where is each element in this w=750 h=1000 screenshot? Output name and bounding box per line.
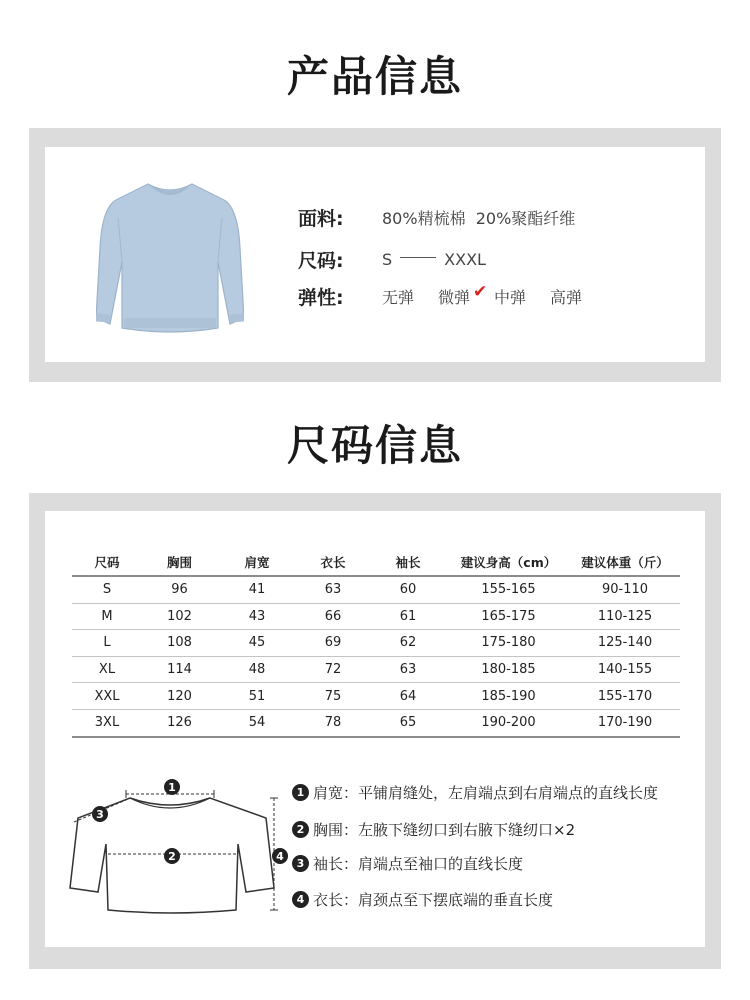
check-mark-icon: ✔ xyxy=(473,281,488,302)
cell-height: 155-165 xyxy=(447,576,570,603)
cell-chest: 120 xyxy=(142,683,217,710)
header-weight: 建议体重（斤） xyxy=(570,549,680,576)
cell-height: 190-200 xyxy=(447,709,570,736)
size-table-header xyxy=(72,549,680,576)
table-row xyxy=(72,603,680,630)
cell-sleeve: 65 xyxy=(369,709,447,736)
size-to: XXXL xyxy=(444,249,486,269)
table-row xyxy=(72,656,680,683)
cell-shoulder: 45 xyxy=(217,630,297,657)
note-length xyxy=(292,888,553,910)
cell-length: 63 xyxy=(297,576,369,603)
note-name: 袖长 xyxy=(313,854,344,873)
header-length: 衣长 xyxy=(297,549,369,576)
note-number-badge: 2 xyxy=(292,821,309,838)
cell-size: 3XL xyxy=(72,709,142,736)
product-info-title: 产品信息 xyxy=(286,52,463,101)
elasticity-option-medium: 中弹 xyxy=(494,287,527,307)
size-range-row xyxy=(298,245,486,273)
cell-shoulder: 48 xyxy=(217,656,297,683)
cell-height: 180-185 xyxy=(447,656,570,683)
cell-length: 72 xyxy=(297,656,369,683)
cell-size: XL xyxy=(72,656,142,683)
table-row xyxy=(72,709,680,736)
elasticity-label: 弹性: xyxy=(298,286,344,309)
header-chest: 胸围 xyxy=(142,549,217,576)
size-range-label: 尺码: xyxy=(298,249,344,272)
table-row xyxy=(72,630,680,657)
elasticity-option-slight xyxy=(438,281,488,308)
cell-weight: 90-110 xyxy=(570,576,680,603)
cell-shoulder: 54 xyxy=(217,709,297,736)
cell-length: 69 xyxy=(297,630,369,657)
cell-chest: 108 xyxy=(142,630,217,657)
table-row xyxy=(72,683,680,710)
elasticity-option-slight-label: 微弹 xyxy=(438,287,471,307)
note-shoulder xyxy=(292,781,658,803)
note-text: ：平铺肩缝处，左肩端点到右肩端点的直线长度 xyxy=(343,783,659,802)
cell-weight: 110-125 xyxy=(570,603,680,630)
diagram-label-2: 2 xyxy=(168,850,176,863)
cell-length: 66 xyxy=(297,603,369,630)
note-text: ：肩端点至袖口的直线长度 xyxy=(343,854,524,873)
sweater-image xyxy=(96,178,244,336)
measurement-diagram xyxy=(68,772,290,922)
size-range-dash xyxy=(400,257,436,258)
cell-chest: 102 xyxy=(142,603,217,630)
cell-sleeve: 61 xyxy=(369,603,447,630)
header-shoulder: 肩宽 xyxy=(217,549,297,576)
cell-sleeve: 60 xyxy=(369,576,447,603)
cell-chest: 126 xyxy=(142,709,217,736)
elasticity-row xyxy=(298,282,582,310)
note-chest xyxy=(292,818,575,840)
material-label: 面料: xyxy=(298,207,344,230)
cell-sleeve: 64 xyxy=(369,683,447,710)
size-from: S xyxy=(382,249,393,269)
size-info-title: 尺码信息 xyxy=(286,421,463,470)
cell-size: XXL xyxy=(72,683,142,710)
cell-length: 75 xyxy=(297,683,369,710)
note-text: ：左腋下缝纫口到右腋下缝纫口×2 xyxy=(343,820,576,839)
diagram-label-4: 4 xyxy=(276,850,284,863)
cell-size: L xyxy=(72,630,142,657)
cell-chest: 114 xyxy=(142,656,217,683)
header-sleeve: 袖长 xyxy=(369,549,447,576)
cell-shoulder: 43 xyxy=(217,603,297,630)
material-row xyxy=(298,203,575,231)
cell-size: M xyxy=(72,603,142,630)
cell-length: 78 xyxy=(297,709,369,736)
material-value: 80%精梳棉 20%聚酯纤维 xyxy=(382,208,576,228)
elasticity-option-none: 无弹 xyxy=(382,287,415,307)
cell-height: 185-190 xyxy=(447,683,570,710)
cell-height: 175-180 xyxy=(447,630,570,657)
cell-height: 165-175 xyxy=(447,603,570,630)
cell-size: S xyxy=(72,576,142,603)
note-text: ：肩颈点至下摆底端的垂直长度 xyxy=(343,890,554,909)
cell-weight: 140-155 xyxy=(570,656,680,683)
note-name: 肩宽 xyxy=(313,783,344,802)
note-number-badge: 3 xyxy=(292,855,309,872)
note-name: 衣长 xyxy=(313,890,344,909)
cell-chest: 96 xyxy=(142,576,217,603)
note-number-badge: 4 xyxy=(292,891,309,908)
cell-sleeve: 63 xyxy=(369,656,447,683)
note-name: 胸围 xyxy=(313,820,344,839)
diagram-label-1: 1 xyxy=(168,781,176,794)
table-row xyxy=(72,576,680,603)
cell-weight: 125-140 xyxy=(570,630,680,657)
header-size: 尺码 xyxy=(72,549,142,576)
note-number-badge: 1 xyxy=(292,784,309,801)
elasticity-option-high: 高弹 xyxy=(550,287,583,307)
cell-shoulder: 51 xyxy=(217,683,297,710)
header-height: 建议身高（cm） xyxy=(447,549,570,576)
cell-shoulder: 41 xyxy=(217,576,297,603)
cell-weight: 155-170 xyxy=(570,683,680,710)
cell-sleeve: 62 xyxy=(369,630,447,657)
cell-weight: 170-190 xyxy=(570,709,680,736)
diagram-label-3: 3 xyxy=(96,808,104,821)
note-sleeve xyxy=(292,852,523,874)
size-table xyxy=(72,549,680,738)
